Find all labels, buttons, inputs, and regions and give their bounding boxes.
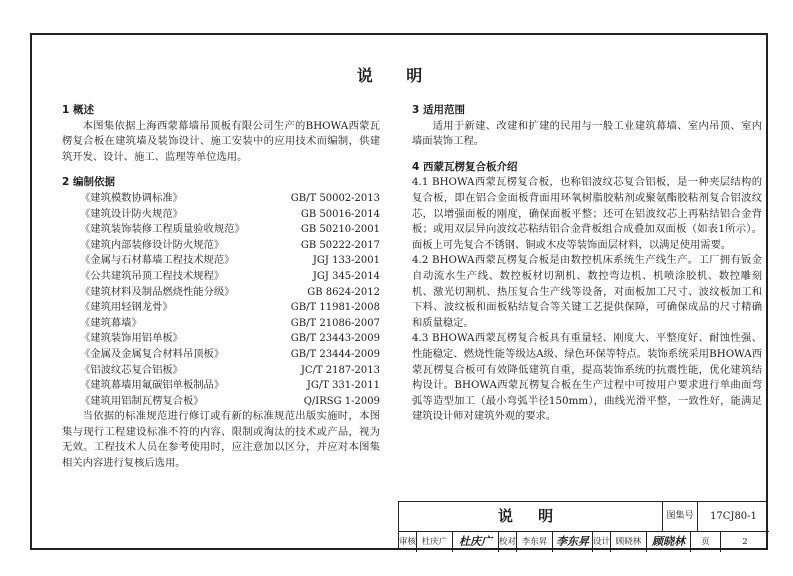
reference-row xyxy=(62,331,380,347)
signature-row xyxy=(399,531,769,552)
section-4-heading: 4 西蒙瓦楞复合板介绍 xyxy=(412,160,518,173)
reference-row xyxy=(62,394,380,410)
section-2-note: 当依据的标准规范进行修订或有新的标准规范出版实施时，本图集与现行工程建设标准不符的内容、限制或淘汰的技术或产品，视为无效。工程技术人员在参考使用时，应注意加以区分，并应对本图集相关内容进行复核后选用。 xyxy=(62,410,380,470)
section-3-text: 适用于新建、改建和扩建的民用与一般工业建筑幕墙、室内吊顶、室内墙面装饰工程。 xyxy=(412,119,762,148)
reference-name: 《建筑用轻钢龙骨》 xyxy=(80,301,173,314)
title-block xyxy=(398,501,768,550)
reference-name: 《建筑用铝制瓦楞复合板》 xyxy=(80,394,204,407)
page-number: 2 xyxy=(742,537,748,547)
section-2-heading: 2 编制依据 xyxy=(62,176,115,189)
reference-name: 《建筑幕墙》 xyxy=(80,316,142,329)
check-label: 校对 xyxy=(499,532,517,552)
reference-code: Q/IRSG 1-2009 xyxy=(303,395,380,407)
section-1-heading: 1 概述 xyxy=(62,104,94,116)
reference-name: 《建筑内部装修设计防火规范》 xyxy=(80,238,225,251)
reviewer-signature: 杜庆广 xyxy=(453,532,499,552)
reference-code: GB/T 21086-2007 xyxy=(290,317,380,329)
designer-signature: 顾晓林 xyxy=(647,532,691,552)
section-3-heading: 3 适用范围 xyxy=(412,104,465,116)
reference-code: GB 50210-2001 xyxy=(300,224,380,236)
reference-code: GB 8624-2012 xyxy=(307,286,380,298)
reference-row xyxy=(62,363,380,379)
section-4-paragraph-2: 4.2 BHOWA西蒙瓦楞复合板是由数控机床系统生产线生产。工厂拥有钣金自动流水生产线、数控板材切割机、数控弯边机、机喷涂胶机、数控雕刻机、激光切割机、热压复合生产线等设备，对面板加工尺寸、波纹板加工和下料、波纹板和面板粘结复合等关键工艺提供保障，可确保成品的尺寸精确和质量稳定。 xyxy=(412,254,762,329)
reference-code: GB 50016-2014 xyxy=(300,208,380,220)
review-label: 审核 xyxy=(399,532,417,552)
reference-name: 《建筑设计防火规范》 xyxy=(80,207,183,220)
reference-code: GB/T 11981-2008 xyxy=(290,302,380,314)
page-title: 说 明 xyxy=(356,66,437,85)
reference-row xyxy=(62,269,380,285)
reference-name: 《金属与石材幕墙工程技术规范》 xyxy=(80,254,235,267)
reference-name: 《建筑模数协调标准》 xyxy=(80,191,183,204)
checker-name: 李东昇 xyxy=(517,532,553,552)
reference-row xyxy=(62,207,380,223)
section-4-paragraph-1: 4.1 BHOWA西蒙瓦楞复合板，也称铝波纹芯复合铝板，是一种夹层结构的复合板，即在铝合金面板背面用环氧树脂胶粘剂或聚氨酯胶粘剂复合铝波纹芯，以增强面板的刚度，确保面板平整；还可在铝波纹芯上再粘结铝合金背板；或用双层异向波纹芯粘结铝合金背板组合成叠加双面板（如表1所示）。面板上可先复合不锈钢、铜或木皮等装饰面层材料，以满足使用需要。 xyxy=(412,176,762,251)
reference-code: GB 50222-2017 xyxy=(300,239,380,251)
section-4-paragraph-3: 4.3 BHOWA西蒙瓦楞复合板具有重量轻、刚度大、平整度好、耐蚀性强、性能稳定、燃烧性能等级达A级、绿色环保等特点。装饰系统采用BHOWA西蒙瓦楞复合板可有效降低建筑自重，提高装饰系统的抗震性能，优化建筑结构设计。BHOWA西蒙瓦楞复合板在生产过程中可按用户要求进行单曲面弯弧等造型加工（最小弯弧半径150mm），曲线光滑平整，一致性好，能满足建筑设计师对建筑外观的要求。 xyxy=(412,332,762,423)
reference-row xyxy=(62,222,380,238)
reference-row xyxy=(62,238,380,254)
reference-code: JG/T 331-2011 xyxy=(306,380,380,392)
section-1-text: 本图集依据上海西蒙幕墙吊顶板有限公司生产的BHOWA西蒙瓦楞复合板在建筑墙及装饰设计、施工安装中的应用技术而编制，供建筑开发、设计、施工、监理等单位选用。 xyxy=(62,119,380,163)
reference-code: JC/T 2187-2013 xyxy=(300,364,380,376)
designer-name: 顾晓林 xyxy=(611,532,647,552)
reference-list xyxy=(62,191,380,409)
reference-row xyxy=(62,285,380,301)
reference-name: 《建筑装饰装修工程质量验收规范》 xyxy=(80,223,245,236)
atlas-number-label: 图集号 xyxy=(663,502,698,531)
reference-row xyxy=(62,253,380,269)
reference-name: 《金属及金属复合材料吊顶板》 xyxy=(80,347,225,360)
atlas-number: 17CJ80-1 xyxy=(710,511,757,522)
reference-code: JGJ 133-2001 xyxy=(312,255,380,267)
reference-row xyxy=(62,300,380,316)
reference-row xyxy=(62,378,380,394)
drawing-name: 说 明 xyxy=(399,502,663,531)
reference-name: 《公共建筑吊顶工程技术规程》 xyxy=(80,269,225,282)
reference-name: 《建筑幕墙用氟碳铝单板制品》 xyxy=(80,379,225,392)
reference-code: GB/T 50002-2013 xyxy=(290,192,380,204)
reviewer-name: 杜庆广 xyxy=(417,532,453,552)
reference-code: GB/T 23444-2009 xyxy=(290,348,380,360)
left-column xyxy=(62,103,380,472)
reference-code: JGJ 345-2014 xyxy=(312,270,380,282)
reference-row xyxy=(62,347,380,363)
reference-name: 《铝波纹芯复合铝板》 xyxy=(80,363,183,376)
right-column xyxy=(412,103,762,425)
reference-code: GB/T 23443-2009 xyxy=(290,333,380,345)
reference-row xyxy=(62,191,380,207)
reference-name: 《建筑装饰用铝单板》 xyxy=(80,332,183,345)
page-label: 页 xyxy=(691,532,721,552)
reference-row xyxy=(62,316,380,332)
design-label: 设计 xyxy=(593,532,611,552)
reference-name: 《建筑材料及制品燃烧性能分级》 xyxy=(80,285,235,298)
checker-signature: 李东昇 xyxy=(553,532,593,552)
